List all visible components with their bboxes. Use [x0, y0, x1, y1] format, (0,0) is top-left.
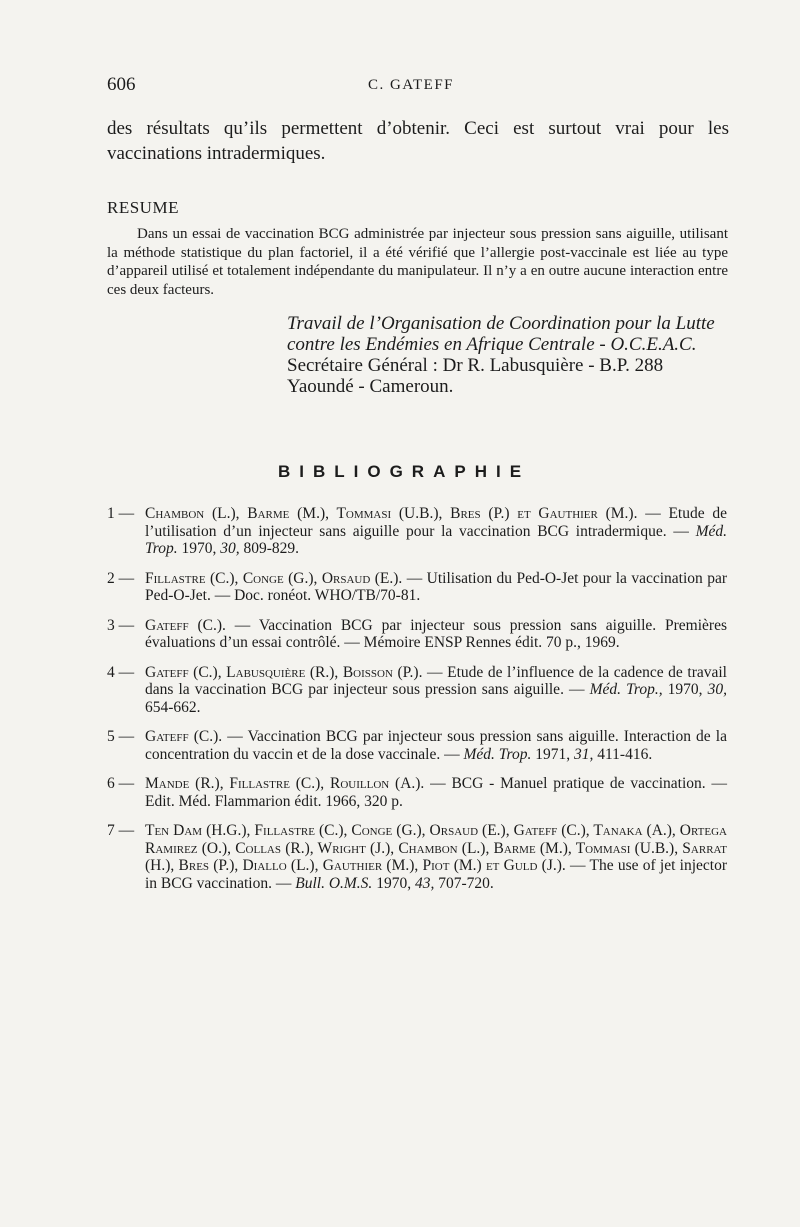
reference-body: — Vaccination BCG par injecteur sous pression sans aiguille. Interaction de la concentration du vaccin et de la dose vaccinale. —: [145, 728, 727, 763]
reference-authors: Chambon (L.), Barme (M.), Tommasi (U.B.), Bres (P.) et Gauthier (M.).: [145, 505, 638, 522]
resume-heading: RESUME: [107, 198, 179, 217]
reference-body: — The use of jet injector in BCG vaccination. —: [145, 857, 727, 892]
reference-item: [107, 505, 727, 558]
reference-journal: Méd. Trop.: [145, 522, 727, 557]
reference-journal: Méd. Trop.: [463, 745, 532, 763]
reference-item: [107, 570, 727, 605]
reference-authors: Gateff (C.).: [145, 616, 226, 634]
reference-authors: Gateff (C.), Labusquière (R.), Boisson (P.).: [145, 663, 423, 681]
reference-year: 1970,: [177, 540, 221, 557]
bibliography-heading: BIBLIOGRAPHIE: [277, 462, 531, 481]
reference-item: [107, 664, 727, 717]
reference-number: 1 —: [107, 505, 135, 522]
resume-paragraph: Dans un essai de vaccination BCG administrée par injecteur sous pression sans aiguille, utilisant la méthode statistique du plan factoriel, il a été vérifié que l’allergie post-vaccinale est liée au type d’appareil utilisé et totalement indépendante du manipulateur. Il n’y a en outre aucune interaction entre ces deux facteurs.: [107, 226, 728, 298]
reference-journal: Méd. Trop.,: [589, 681, 663, 698]
reference-number: 5 —: [107, 728, 135, 745]
credit-line-2: contre les Endémies en Afrique Centrale - O.C.E.A.C.: [287, 334, 697, 355]
reference-body: — Utilisation du Ped-O-Jet pour la vaccination par Ped-O-Jet. — Doc. ronéot. WHO/TB/70-81.: [145, 569, 727, 604]
reference-number: 7 —: [107, 822, 135, 839]
credit-line-1: Travail de l’Organisation de Coordination pour la Lutte: [287, 313, 715, 334]
reference-year: 1971,: [531, 745, 574, 763]
reference-body: — Vaccination BCG par injecteur sous pression sans aiguille. Premières évaluations d’un essai contrôlé. — Mémoire ENSP Rennes édit. 70 p., 1969.: [145, 616, 727, 651]
reference-volume: 30,: [220, 540, 240, 557]
reference-volume: 43,: [414, 874, 435, 892]
reference-authors: Gateff (C.).: [145, 728, 223, 745]
reference-authors: Mande (R.), Fillastre (C.), Rouillon (A.).: [145, 775, 425, 792]
credit-block: [287, 313, 728, 397]
reference-authors: Ten Dam (H.G.), Fillastre (C.), Conge (G.), Orsaud (E.), Gateff (C.), Tanaka (A.), Ortega Ramirez (O.), Collas (R.), Wright (J.), Chambon (L.), Barme (M.), Tommasi (U.B.), Sarrat (H.), Bres (P.), Diallo (L.), Gauthier (M.), Piot (M.) et Guld (J.).: [145, 822, 727, 874]
credit-line-3: Secrétaire Général : Dr R. Labusquière - B.P. 288: [287, 355, 664, 376]
intro-paragraph: des résultats qu’ils permettent d’obtenir. Ceci est surtout vrai pour les vaccinations intradermiques.: [107, 118, 729, 164]
reference-pages: 707-720.: [434, 874, 494, 892]
reference-authors: Fillastre (C.), Conge (G.), Orsaud (E.).: [145, 569, 403, 587]
reference-volume: 31,: [574, 745, 594, 763]
reference-pages: 809-829.: [239, 540, 300, 557]
reference-item: [107, 822, 727, 892]
reference-item: [107, 728, 727, 763]
reference-number: 2 —: [107, 569, 135, 587]
reference-body: — Etude de l’influence de la cadence de travail dans la vaccination BCG par injecteur sous pression sans aiguille. —: [145, 663, 727, 698]
reference-body: — BCG - Manuel pratique de vaccination. — Edit. Méd. Flammarion édit. 1966, 320 p.: [145, 775, 727, 810]
reference-year: 1970,: [662, 681, 708, 698]
reference-number: 6 —: [107, 775, 135, 792]
running-header-author: C. GATEFF: [368, 77, 455, 93]
reference-number: 4 —: [107, 663, 135, 681]
reference-body: — Etude de l’utilisation d’un injecteur sans aiguille pour la vaccination BCG intradermique. —: [145, 505, 727, 540]
reference-year: 1970,: [372, 874, 415, 892]
page-number: 606: [107, 74, 136, 95]
reference-item: [107, 617, 727, 652]
reference-list: [107, 505, 727, 904]
reference-pages: 654-662.: [145, 698, 201, 716]
reference-volume: 30,: [707, 681, 728, 698]
reference-item: [107, 775, 727, 810]
reference-number: 3 —: [107, 616, 135, 634]
reference-pages: 411-416.: [593, 745, 653, 763]
reference-journal: Bull. O.M.S.: [295, 874, 373, 892]
credit-line-4: Yaoundé - Cameroun.: [287, 376, 454, 397]
